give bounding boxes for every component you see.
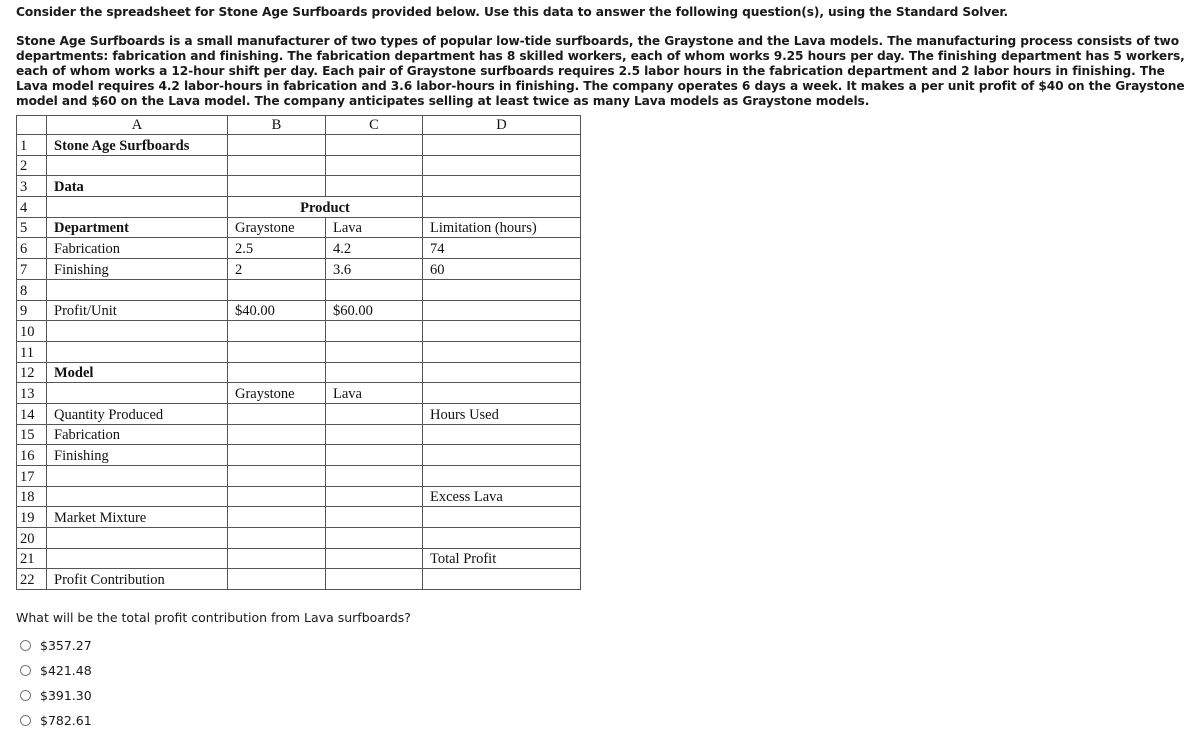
row-number: 7 (17, 259, 47, 280)
cell-d (423, 569, 581, 590)
option-label: $421.48 (40, 663, 92, 678)
cell-b (228, 176, 326, 197)
cell-b (228, 569, 326, 590)
spreadsheet-row (17, 507, 581, 528)
cell-c (326, 135, 423, 156)
cell-d (423, 279, 581, 300)
row-number: 9 (17, 300, 47, 321)
spreadsheet-row (17, 197, 581, 218)
cell-d (423, 341, 581, 362)
cell-c (326, 155, 423, 176)
cell-d (423, 383, 581, 404)
cell-d (423, 507, 581, 528)
row-number: 6 (17, 238, 47, 259)
spreadsheet-row (17, 569, 581, 590)
cell-d (423, 176, 581, 197)
row-number: 17 (17, 466, 47, 487)
cell-d (423, 466, 581, 487)
row-number: 3 (17, 176, 47, 197)
cell-b: 2.5 (228, 238, 326, 259)
cell-a: Profit/Unit (47, 300, 228, 321)
cell-d (423, 321, 581, 342)
cell-c: 3.6 (326, 259, 423, 280)
radio-button-icon[interactable] (20, 640, 31, 651)
cell-c (326, 486, 423, 507)
cell-a (47, 486, 228, 507)
option-label: $782.61 (40, 713, 92, 728)
cell-a (47, 528, 228, 549)
cell-c (326, 403, 423, 424)
cell-c (326, 569, 423, 590)
cell-a (47, 279, 228, 300)
cell-d (423, 528, 581, 549)
cell-c (326, 176, 423, 197)
column-header-d: D (423, 116, 581, 135)
cell-b (228, 528, 326, 549)
cell-a: Finishing (47, 259, 228, 280)
spreadsheet-row (17, 528, 581, 549)
cell-d: Hours Used (423, 403, 581, 424)
row-number: 5 (17, 217, 47, 238)
spreadsheet-row (17, 362, 581, 383)
spreadsheet-row (17, 403, 581, 424)
spreadsheet-row (17, 279, 581, 300)
row-number: 18 (17, 486, 47, 507)
spreadsheet-row (17, 300, 581, 321)
row-number: 10 (17, 321, 47, 342)
cell-b (228, 362, 326, 383)
spreadsheet-row (17, 445, 581, 466)
row-number: 13 (17, 383, 47, 404)
cell-b (228, 445, 326, 466)
row-number: 22 (17, 569, 47, 590)
cell-a (47, 197, 228, 218)
column-header-b: B (228, 116, 326, 135)
cell-a (47, 155, 228, 176)
column-header-c: C (326, 116, 423, 135)
cell-b (228, 548, 326, 569)
corner-cell (17, 116, 47, 135)
cell-b (228, 279, 326, 300)
cell-c: Lava (326, 217, 423, 238)
cell-d (423, 197, 581, 218)
row-number: 4 (17, 197, 47, 218)
answer-option-1[interactable] (20, 633, 92, 658)
row-number: 11 (17, 341, 47, 362)
cell-c (326, 528, 423, 549)
cell-b (228, 341, 326, 362)
cell-d (423, 424, 581, 445)
cell-b (228, 403, 326, 424)
cell-c (326, 362, 423, 383)
cell-c (326, 548, 423, 569)
cell-a: Model (47, 362, 228, 383)
cell-d: Excess Lava (423, 486, 581, 507)
row-number: 8 (17, 279, 47, 300)
cell-a (47, 341, 228, 362)
cell-b: Graystone (228, 383, 326, 404)
cell-a (47, 321, 228, 342)
answer-options (20, 633, 92, 733)
cell-b (228, 507, 326, 528)
cell-a: Department (47, 217, 228, 238)
column-header-row (17, 116, 581, 135)
cell-b: $40.00 (228, 300, 326, 321)
radio-button-icon[interactable] (20, 665, 31, 676)
cell-d (423, 300, 581, 321)
cell-d (423, 155, 581, 176)
spreadsheet-row (17, 321, 581, 342)
option-label: $357.27 (40, 638, 92, 653)
cell-a (47, 548, 228, 569)
cell-d: 60 (423, 259, 581, 280)
cell-b (228, 486, 326, 507)
row-number: 21 (17, 548, 47, 569)
spreadsheet-row (17, 238, 581, 259)
cell-b (228, 135, 326, 156)
product-header-cell: Product (228, 197, 423, 218)
spreadsheet-row (17, 155, 581, 176)
row-number: 15 (17, 424, 47, 445)
cell-c (326, 279, 423, 300)
row-number: 19 (17, 507, 47, 528)
cell-a: Stone Age Surfboards (47, 135, 228, 156)
spreadsheet-row (17, 259, 581, 280)
cell-c: Lava (326, 383, 423, 404)
answer-option-2[interactable] (20, 658, 92, 683)
cell-b (228, 424, 326, 445)
row-number: 12 (17, 362, 47, 383)
instructions: Consider the spreadsheet for Stone Age Surfboards provided below. Use this data to answer the following question(s), using the Standard Solver. (16, 5, 1009, 19)
cell-a: Finishing (47, 445, 228, 466)
cell-d: 74 (423, 238, 581, 259)
spreadsheet-row (17, 176, 581, 197)
spreadsheet-row (17, 424, 581, 445)
cell-a: Market Mixture (47, 507, 228, 528)
cell-c (326, 321, 423, 342)
row-number: 14 (17, 403, 47, 424)
spreadsheet-row (17, 341, 581, 362)
answer-option-4[interactable] (20, 708, 92, 733)
cell-b: 2 (228, 259, 326, 280)
row-number: 16 (17, 445, 47, 466)
spreadsheet-row (17, 548, 581, 569)
radio-button-icon[interactable] (20, 715, 31, 726)
spreadsheet-row (17, 466, 581, 487)
row-number: 20 (17, 528, 47, 549)
cell-a: Fabrication (47, 238, 228, 259)
spreadsheet-row (17, 135, 581, 156)
cell-c (326, 466, 423, 487)
cell-a: Profit Contribution (47, 569, 228, 590)
cell-d (423, 445, 581, 466)
cell-a: Fabrication (47, 424, 228, 445)
cell-d: Total Profit (423, 548, 581, 569)
cell-a (47, 383, 228, 404)
cell-d (423, 362, 581, 383)
cell-d: Limitation (hours) (423, 217, 581, 238)
cell-b: Graystone (228, 217, 326, 238)
cell-c (326, 424, 423, 445)
question-intro (16, 5, 1186, 109)
spreadsheet-row (17, 217, 581, 238)
cell-b (228, 466, 326, 487)
question-text: What will be the total profit contribution from Lava surfboards? (16, 610, 411, 625)
answer-option-3[interactable] (20, 683, 92, 708)
problem-description: Stone Age Surfboards is a small manufacturer of two types of popular low-tide surfboards, the Graystone and the Lava models. The manufacturing process consists of two departments: fabrication and finishing. The fabrication department has 8 skilled workers, each of whom works 9.25 hours per day. The finishing department has 5 workers, each of whom works a 12-hour shift per day. Each pair of Graystone surfboards requires 2.5 labor hours in the fabrication department and 2 labor hours in finishing. The Lava model requires 4.2 labor-hours in fabrication and 3.6 labor-hours in finishing. The company operates 6 days a week. It makes a per unit profit of $40 on the Graystone model and $60 on the Lava model. The company anticipates selling at least twice as many Lava models as Graystone models. (16, 34, 1185, 108)
cell-c (326, 507, 423, 528)
cell-b (228, 321, 326, 342)
spreadsheet-table (16, 115, 581, 590)
column-header-a: A (47, 116, 228, 135)
cell-a (47, 466, 228, 487)
cell-c (326, 445, 423, 466)
cell-d (423, 135, 581, 156)
cell-a: Quantity Produced (47, 403, 228, 424)
spreadsheet-row (17, 383, 581, 404)
row-number: 2 (17, 155, 47, 176)
row-number: 1 (17, 135, 47, 156)
cell-a: Data (47, 176, 228, 197)
radio-button-icon[interactable] (20, 690, 31, 701)
option-label: $391.30 (40, 688, 92, 703)
cell-c: $60.00 (326, 300, 423, 321)
cell-b (228, 155, 326, 176)
cell-c (326, 341, 423, 362)
spreadsheet-row (17, 486, 581, 507)
cell-c: 4.2 (326, 238, 423, 259)
